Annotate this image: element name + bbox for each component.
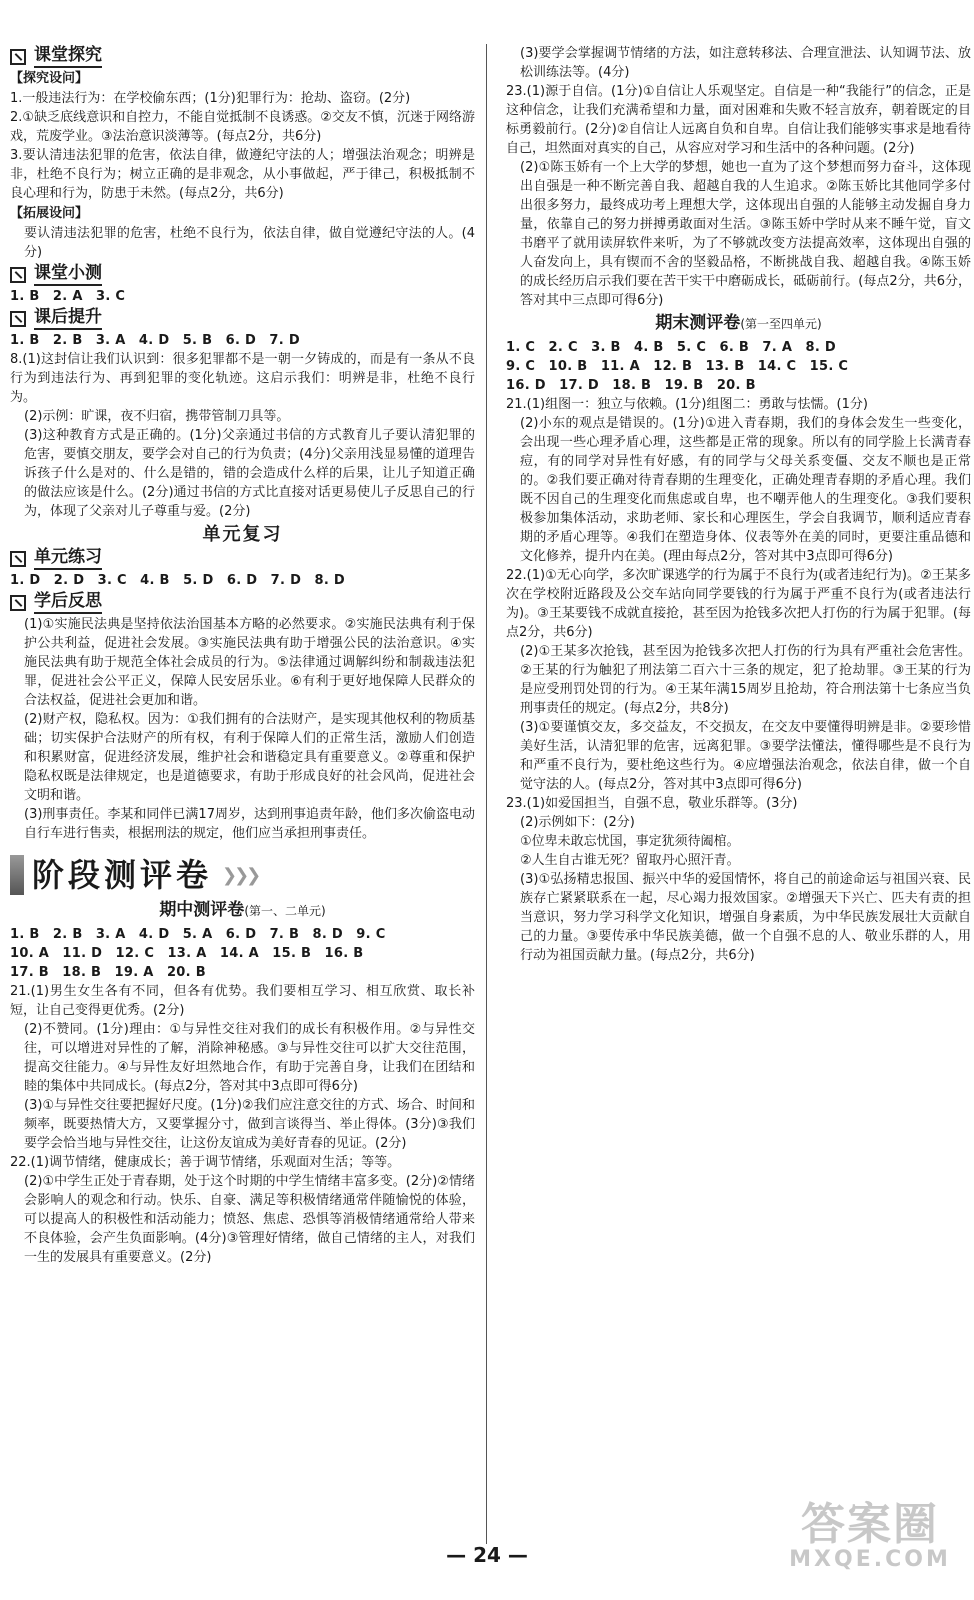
answer-item: (1)①实施民法典是坚持依法治国基本方略的必然要求。②实施民法典有利于保护公共利益，促进社会发展。③实施民法典有助于增强公民的法治意识。④实施民法典有助于规范全体社会成员的行为。⑤法律通过调解纠纷和制裁违法犯罪，促进社会公平正义，保障人民安居乐业。⑥有利于更好地保障人民群众的合法权益，促进社会更加和谐。 xyxy=(24,617,475,708)
section-header-class-quiz: 课堂小测 xyxy=(10,264,475,286)
section-icon xyxy=(10,267,26,283)
answer-item: (3)①要谨慎交友，多交益友，不交损友，在交友中要懂得明辨是非。②要珍惜美好生活，认清犯罪的危害，远离犯罪。③要学法懂法，懂得哪些是不良行为和严重不良行为，要杜绝这些行为。④应增强法治观念，依法自律，做一个自觉守法的人。(每点2分，答对其中3点即可得6分) xyxy=(520,720,971,792)
section-header-reflection: 学后反思 xyxy=(10,592,475,614)
choice-answers: 1. B 2. B 3. A 4. D 5. A 6. D 7. B 8. D 9. C xyxy=(10,927,386,942)
section-icon xyxy=(10,49,26,65)
section-header-after-class: 课后提升 xyxy=(10,308,475,330)
answer-item: 22.(1)①无心向学，多次旷课逃学的行为属于不良行为(或者违纪行为)。②王某多次在学校附近路段及公交车站向同学要钱的行为属于严重不良行为(或者违法行为)。③王某要钱不成就直接抢，甚至因为抢钱多次把人打伤的行为属于犯罪。(每点2分，共6分) xyxy=(506,568,971,640)
answer-item: 1.一般违法行为：在学校偷东西；(1分)犯罪行为：抢劫、盗窃。(2分) xyxy=(10,91,411,106)
subheader-expand: 【拓展设问】 xyxy=(10,206,89,221)
answer-item: 22.(1)调节情绪，健康成长；善于调节情绪，乐观面对生活；等等。 xyxy=(10,1155,401,1170)
answer-item: (2)小东的观点是错误的。(1分)①进入青春期，我们的身体会发生一些变化，会出现一些心理矛盾心理，这些都是正常的现象。所以有的同学脸上长满青春痘，有的同学对异性有好感，有的同学与父母关系变僵、交友不顺也是正常的。②我们要正确对待青春期的生理变化，正确处理青春期的矛盾心理。我们既不因自己的生理变化而焦虑或自卑，也不嘲弄他人的生理变化。③我们要积极参加集体活动，求助老师、家长和心理医生，学会自我调节，顺利适应青春期的矛盾心理等。④我们在塑造身体、仪表等外在美的同时，更要注重品德和文化修养，提升内在美。(理由每点2分，答对其中3点即可得6分) xyxy=(520,416,971,564)
answer-item: 21.(1)男生女生各有不同，但各有优势。我们要相互学习、相互欣赏、取长补短，让自己变得更优秀。(2分) xyxy=(10,984,475,1018)
answer-item: (3)刑事责任。李某和同伴已满17周岁，达到刑事追责年龄，他们多次偷盗电动自行车进行售卖，根据刑法的规定，他们应当承担刑事责任。 xyxy=(24,807,475,841)
right-column xyxy=(506,44,971,965)
column-divider xyxy=(486,44,487,1544)
answer-item: 3.要认清违法犯罪的危害，依法自律，做遵纪守法的人；增强法治观念；明辨是非，杜绝不良行为；树立正确的是非观念，从小事做起，严于律己，积极抵制不良心理和行为，防患于未然。(每点2分，共6分) xyxy=(10,148,475,201)
section-icon xyxy=(10,595,26,611)
subheader-explore: 【探究设问】 xyxy=(10,71,89,86)
answer-item: 要认清违法犯罪的危害，杜绝不良行为，依法自律，做自觉遵纪守法的人。(4分) xyxy=(24,226,475,260)
answer-item: 23.(1)源于自信。(1分)①自信让人乐观坚定。自信是一种“我能行”的信念，正是这种信念，让我们充满希望和力量，面对困难和失败不轻言放弃，朝着既定的目标勇毅前行。(2分)②自信让人远离自负和自卑。自信让我们能够实事求是地看待自己，坦然面对真实的自己，从容应对学习和生活中的各种问题。(2分) xyxy=(506,84,971,156)
banner-bar xyxy=(10,855,24,895)
answer-item: ①位卑未敢忘忧国，事定犹须待阖棺。 xyxy=(520,834,740,849)
answer-item: 23.(1)如爱国担当，自强不息，敬业乐群等。(3分) xyxy=(506,796,798,811)
midterm-heading: 期中测评卷(第一、二单元) xyxy=(159,900,326,920)
section-icon xyxy=(10,311,26,327)
answer-item: (2)示例：旷课，夜不归宿，携带管制刀具等。 xyxy=(24,409,290,424)
answer-item: 2.①缺乏底线意识和自控力，不能自觉抵制不良诱惑。②交友不慎，沉迷于网络游戏，荒废学业。③法治意识淡薄等。(每点2分，共6分) xyxy=(10,110,475,144)
answer-item: (2)不赞同。(1分)理由：①与异性交往对我们的成长有积极作用。②与异性交往，可以增进对异性的了解，消除神秘感。③与异性交往可以扩大交往范围，提高交往能力。④与异性友好坦然地合作，有助于完善自身，让我们在团结和睦的集体中共同成长。(每点2分，答对其中3点即可得6分) xyxy=(24,1022,475,1094)
unit-review-heading: 单元复习 xyxy=(202,524,283,545)
answer-item: (2)示例如下：(2分) xyxy=(520,815,635,830)
answer-item: (3)①与异性交往要把握好尺度。(1分)②我们应注意交往的方式、场合、时间和频率，既要热情大方，又要掌握分寸，做到言谈得当、举止得体。(3分)③我们要学会恰当地与异性交往，让这份友谊成为美好青春的见证。(2分) xyxy=(24,1098,475,1151)
choice-answers: 1. B 2. B 3. A 4. D 5. B 6. D 7. D xyxy=(10,333,300,348)
answer-item: (2)①中学生正处于青春期，处于这个时期的中学生情绪丰富多变。(2分)②情绪会影响人的观念和行动。快乐、自豪、满足等积极情绪通常伴随愉悦的体验，可以提高人的积极性和活动能力；愤怒、焦虑、恐惧等消极情绪通常给人带来不良体验，会产生负面影响。(4分)③管理好情绪，做自己情绪的主人，对我们一生的发展具有重要意义。(2分) xyxy=(24,1174,475,1265)
choice-answers: 1. B 2. A 3. C xyxy=(10,289,126,304)
answer-item: 21.(1)组图一：独立与依赖。(1分)组图二：勇敢与怯懦。(1分) xyxy=(506,397,868,412)
stage-test-banner: 阶段测评卷 ❯❯❯ xyxy=(10,855,475,895)
answer-item: (3)这种教育方式是正确的。(1分)父亲通过书信的方式教育儿子要认清犯罪的危害，要慎交朋友，要学会对自己的行为负责；(4分)父亲用浅显易懂的道理告诉孩子什么是对的、什么是错的，错的会造成什么样的后果，让儿子知道正确的做法应该是什么。(2分)通过书信的方式比直接对话更易使儿子反思自己的行为，体现了父亲对儿子尊重与爱。(2分) xyxy=(24,428,475,519)
answer-item: (2)①王某多次抢钱，甚至因为抢钱多次把人打伤的行为具有严重社会危害性。②王某的行为触犯了刑法第二百六十三条的规定，犯了抢劫罪。③王某的行为是应受刑罚处罚的行为。④王某年满15周岁且抢劫，符合刑法第十七条应当负刑事责任的规定。(每点2分，共8分) xyxy=(520,644,971,716)
section-header-class-explore: 课堂探究 xyxy=(10,46,475,68)
left-column xyxy=(10,44,475,1267)
choice-answers: 1. D 2. D 3. C 4. B 5. D 6. D 7. D 8. D xyxy=(10,573,345,588)
answer-item: ②人生自古谁无死？留取丹心照汗青。 xyxy=(520,853,740,868)
choice-answers: 10. A 11. D 12. C 13. A 14. A 15. B 16. B xyxy=(10,946,364,961)
choice-answers: 9. C 10. B 11. A 12. B 13. B 14. C 15. C xyxy=(506,359,849,374)
answer-item: (3)①弘扬精忠报国、振兴中华的爱国情怀，将自己的前途命运与祖国兴衰、民族存亡紧紧联系在一起，尽心竭力报效国家。②增强天下兴亡、匹夫有责的担当意识，努力学习科学文化知识，增强自身素质，为中华民族发展壮大贡献自己的力量。③要传承中华民族美德，做一个自强不息的人、敬业乐群的人，用行动为祖国贡献力量。(每点2分，共6分) xyxy=(520,872,971,963)
page-number: — 24 — xyxy=(446,1543,528,1567)
section-header-unit-practice: 单元练习 xyxy=(10,548,475,570)
watermark-logo: 答案圈 MXQE.COM xyxy=(789,1499,951,1572)
section-icon xyxy=(10,551,26,567)
answer-item: 8.(1)这封信让我们认识到：很多犯罪都不是一朝一夕铸成的，而是有一条从不良行为到违法行为、再到犯罪的变化轨迹。这启示我们：明辨是非，杜绝不良行为。 xyxy=(10,352,475,405)
choice-answers: 1. C 2. C 3. B 4. B 5. C 6. B 7. A 8. D xyxy=(506,340,836,355)
answer-item: (2)①陈玉娇有一个上大学的梦想，她也一直为了这个梦想而努力奋斗，这体现出自强是一种不断完善自我、超越自我的人生追求。②陈玉娇比其他同学多付出很多努力，最终成功考上理想大学，这体现出自强的人能够主动发掘自身力量，依靠自己的努力拼搏勇敢面对生活。③陈玉娇中学时从来不睡午觉，盲文书磨平了就用读屏软件来听，为了不够就改变方法提高效率，这体现出自强的人奋发向上，具有锲而不舍的坚毅品格，不断挑战自我、超越自我。④陈玉娇的成长经历启示我们要在苦干实干中磨砺成长，砥砺前行。(每点2分，共6分，答对其中三点即可得6分) xyxy=(520,160,971,308)
answer-item: (3)要学会掌握调节情绪的方法，如注意转移法、合理宣泄法、认知调节法、放松训练法等。(4分) xyxy=(520,46,971,80)
answer-item: (2)财产权，隐私权。因为：①我们拥有的合法财产，是实现其他权利的物质基础；切实保护合法财产的所有权，有利于保障人们的正常生活，激励人们创造和积累财富，促进经济发展，维护社会和谐稳定具有重要意义。②尊重和保护隐私权既是法律规定，也是道德要求，有助于形成良好的社会风尚，促进社会文明和谐。 xyxy=(24,712,475,803)
choice-answers: 17. B 18. B 19. A 20. B xyxy=(10,965,206,980)
triple-chevron-icon: ❯❯❯ xyxy=(222,864,259,886)
choice-answers: 16. D 17. D 18. B 19. B 20. B xyxy=(506,378,756,393)
final-heading: 期末测评卷(第一至四单元) xyxy=(655,313,822,333)
